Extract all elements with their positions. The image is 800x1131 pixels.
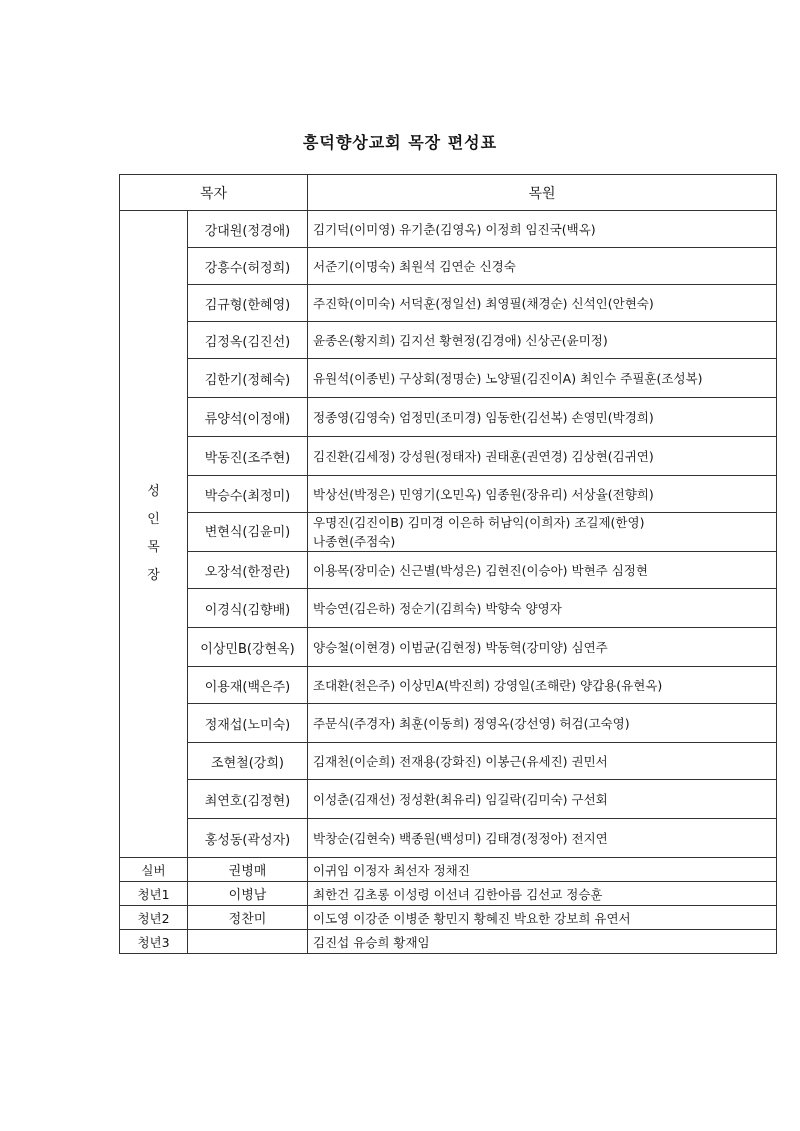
members-cell: 김재천(이순희) 전재용(강화진) 이봉근(유세진) 권민서 xyxy=(308,743,777,780)
pastor-cell: 이경식(김향배) xyxy=(188,589,308,628)
pastor-cell: 정재섭(노미숙) xyxy=(188,704,308,743)
table-row xyxy=(120,322,777,359)
table-row xyxy=(120,248,777,285)
table-row xyxy=(120,819,777,858)
members-cell: 주문식(주경자) 최훈(이동희) 정영옥(강선영) 허검(고숙영) xyxy=(308,704,777,743)
table-row xyxy=(120,628,777,667)
members-line: 우명진(김진이B) 김미경 이은하 허남익(이희자) 조길제(한영) xyxy=(313,515,645,530)
header-members: 목원 xyxy=(308,175,777,211)
group-cell: 청년2 xyxy=(120,906,188,930)
table-row xyxy=(120,882,777,906)
members-cell: 박창순(김현숙) 백종원(백성미) 김태경(정정아) 전지연 xyxy=(308,819,777,858)
pastor-cell: 류양석(이정애) xyxy=(188,398,308,437)
members-cell: 조대환(천은주) 이상민A(박진희) 강영일(조해란) 양갑용(유현옥) xyxy=(308,667,777,704)
members-cell: 이성춘(김재선) 정성환(최유리) 임길락(김미숙) 구선회 xyxy=(308,780,777,819)
pastor-cell: 조현철(강희) xyxy=(188,743,308,780)
table-row xyxy=(120,589,777,628)
table-row xyxy=(120,780,777,819)
members-cell: 서준기(이명숙) 최원석 김연순 신경숙 xyxy=(308,248,777,285)
group-cell: 청년1 xyxy=(120,882,188,906)
pastor-cell: 홍성동(곽성자) xyxy=(188,819,308,858)
pastor-cell: 권병매 xyxy=(188,858,308,882)
members-cell: 최한건 김초롱 이성령 이선녀 김한아름 김선교 정승훈 xyxy=(308,882,777,906)
pastor-cell: 오장석(한정란) xyxy=(188,552,308,589)
table-row xyxy=(120,398,777,437)
table-row xyxy=(120,211,777,248)
table-row xyxy=(120,667,777,704)
members-cell xyxy=(308,513,777,552)
group-label-char: 성 xyxy=(147,484,160,499)
group-cell: 실버 xyxy=(120,858,188,882)
members-cell: 이도영 이강준 이병준 황민지 황혜진 박요한 강보희 유연서 xyxy=(308,906,777,930)
members-cell: 박상선(박정은) 민영기(오민옥) 임종원(장유리) 서상율(전향희) xyxy=(308,476,777,513)
table-header-row xyxy=(120,175,777,211)
roster-table xyxy=(119,174,777,954)
table-row xyxy=(120,285,777,322)
pastor-cell: 변현식(김윤미) xyxy=(188,513,308,552)
group-label-char: 인 xyxy=(147,512,160,527)
table-row xyxy=(120,704,777,743)
pastor-cell: 정찬미 xyxy=(188,906,308,930)
table-row xyxy=(120,858,777,882)
pastor-cell: 이병남 xyxy=(188,882,308,906)
members-cell: 이귀임 이정자 최선자 정채진 xyxy=(308,858,777,882)
pastor-cell: 김규형(한혜영) xyxy=(188,285,308,322)
pastor-cell: 강대원(정경애) xyxy=(188,211,308,248)
adult-group-label xyxy=(120,211,188,858)
table-row xyxy=(120,476,777,513)
pastor-cell: 김한기(정혜숙) xyxy=(188,359,308,398)
pastor-cell: 이용재(백은주) xyxy=(188,667,308,704)
pastor-cell: 최연호(김정현) xyxy=(188,780,308,819)
members-cell: 박승연(김은하) 정순기(김희숙) 박향숙 양영자 xyxy=(308,589,777,628)
table-row xyxy=(120,359,777,398)
pastor-cell: 김정옥(김진선) xyxy=(188,322,308,359)
members-cell: 주진학(이미숙) 서덕훈(정일선) 최영필(채경순) 신석인(안현숙) xyxy=(308,285,777,322)
members-cell: 김진섭 유승희 황재임 xyxy=(308,930,777,954)
members-line: 나종현(주점숙) xyxy=(313,534,396,549)
table-row xyxy=(120,437,777,476)
table-row xyxy=(120,743,777,780)
pastor-cell: 박승수(최정미) xyxy=(188,476,308,513)
pastor-cell: 강흥수(허정희) xyxy=(188,248,308,285)
table-row xyxy=(120,906,777,930)
members-cell: 윤종온(황지희) 김지선 황현정(김경애) 신상곤(윤미정) xyxy=(308,322,777,359)
pastor-cell: 박동진(조주현) xyxy=(188,437,308,476)
members-cell: 양승철(이현경) 이범균(김현정) 박동혁(강미양) 심연주 xyxy=(308,628,777,667)
members-cell: 김기덕(이미영) 유기춘(김영옥) 이정희 임진국(백옥) xyxy=(308,211,777,248)
group-label-char: 장 xyxy=(147,568,160,583)
members-cell: 이용목(장미순) 신근별(박성은) 김현진(이승아) 박현주 심정현 xyxy=(308,552,777,589)
pastor-cell xyxy=(188,930,308,954)
table-row xyxy=(120,930,777,954)
table-row xyxy=(120,513,777,552)
group-cell: 청년3 xyxy=(120,930,188,954)
members-cell: 유원석(이종빈) 구상회(정명순) 노양필(김진이A) 최인수 주필훈(조성복) xyxy=(308,359,777,398)
page-title: 흥덕향상교회 목장 편성표 xyxy=(302,133,498,152)
members-cell: 김진환(김세정) 강성원(정태자) 권태훈(권연경) 김상현(김귀연) xyxy=(308,437,777,476)
header-pastor: 목자 xyxy=(120,175,308,211)
pastor-cell: 이상민B(강현옥) xyxy=(188,628,308,667)
table-row xyxy=(120,552,777,589)
members-cell: 정종영(김영숙) 엄정민(조미경) 임동한(김선복) 손영민(박경희) xyxy=(308,398,777,437)
group-label-char: 목 xyxy=(147,540,160,555)
